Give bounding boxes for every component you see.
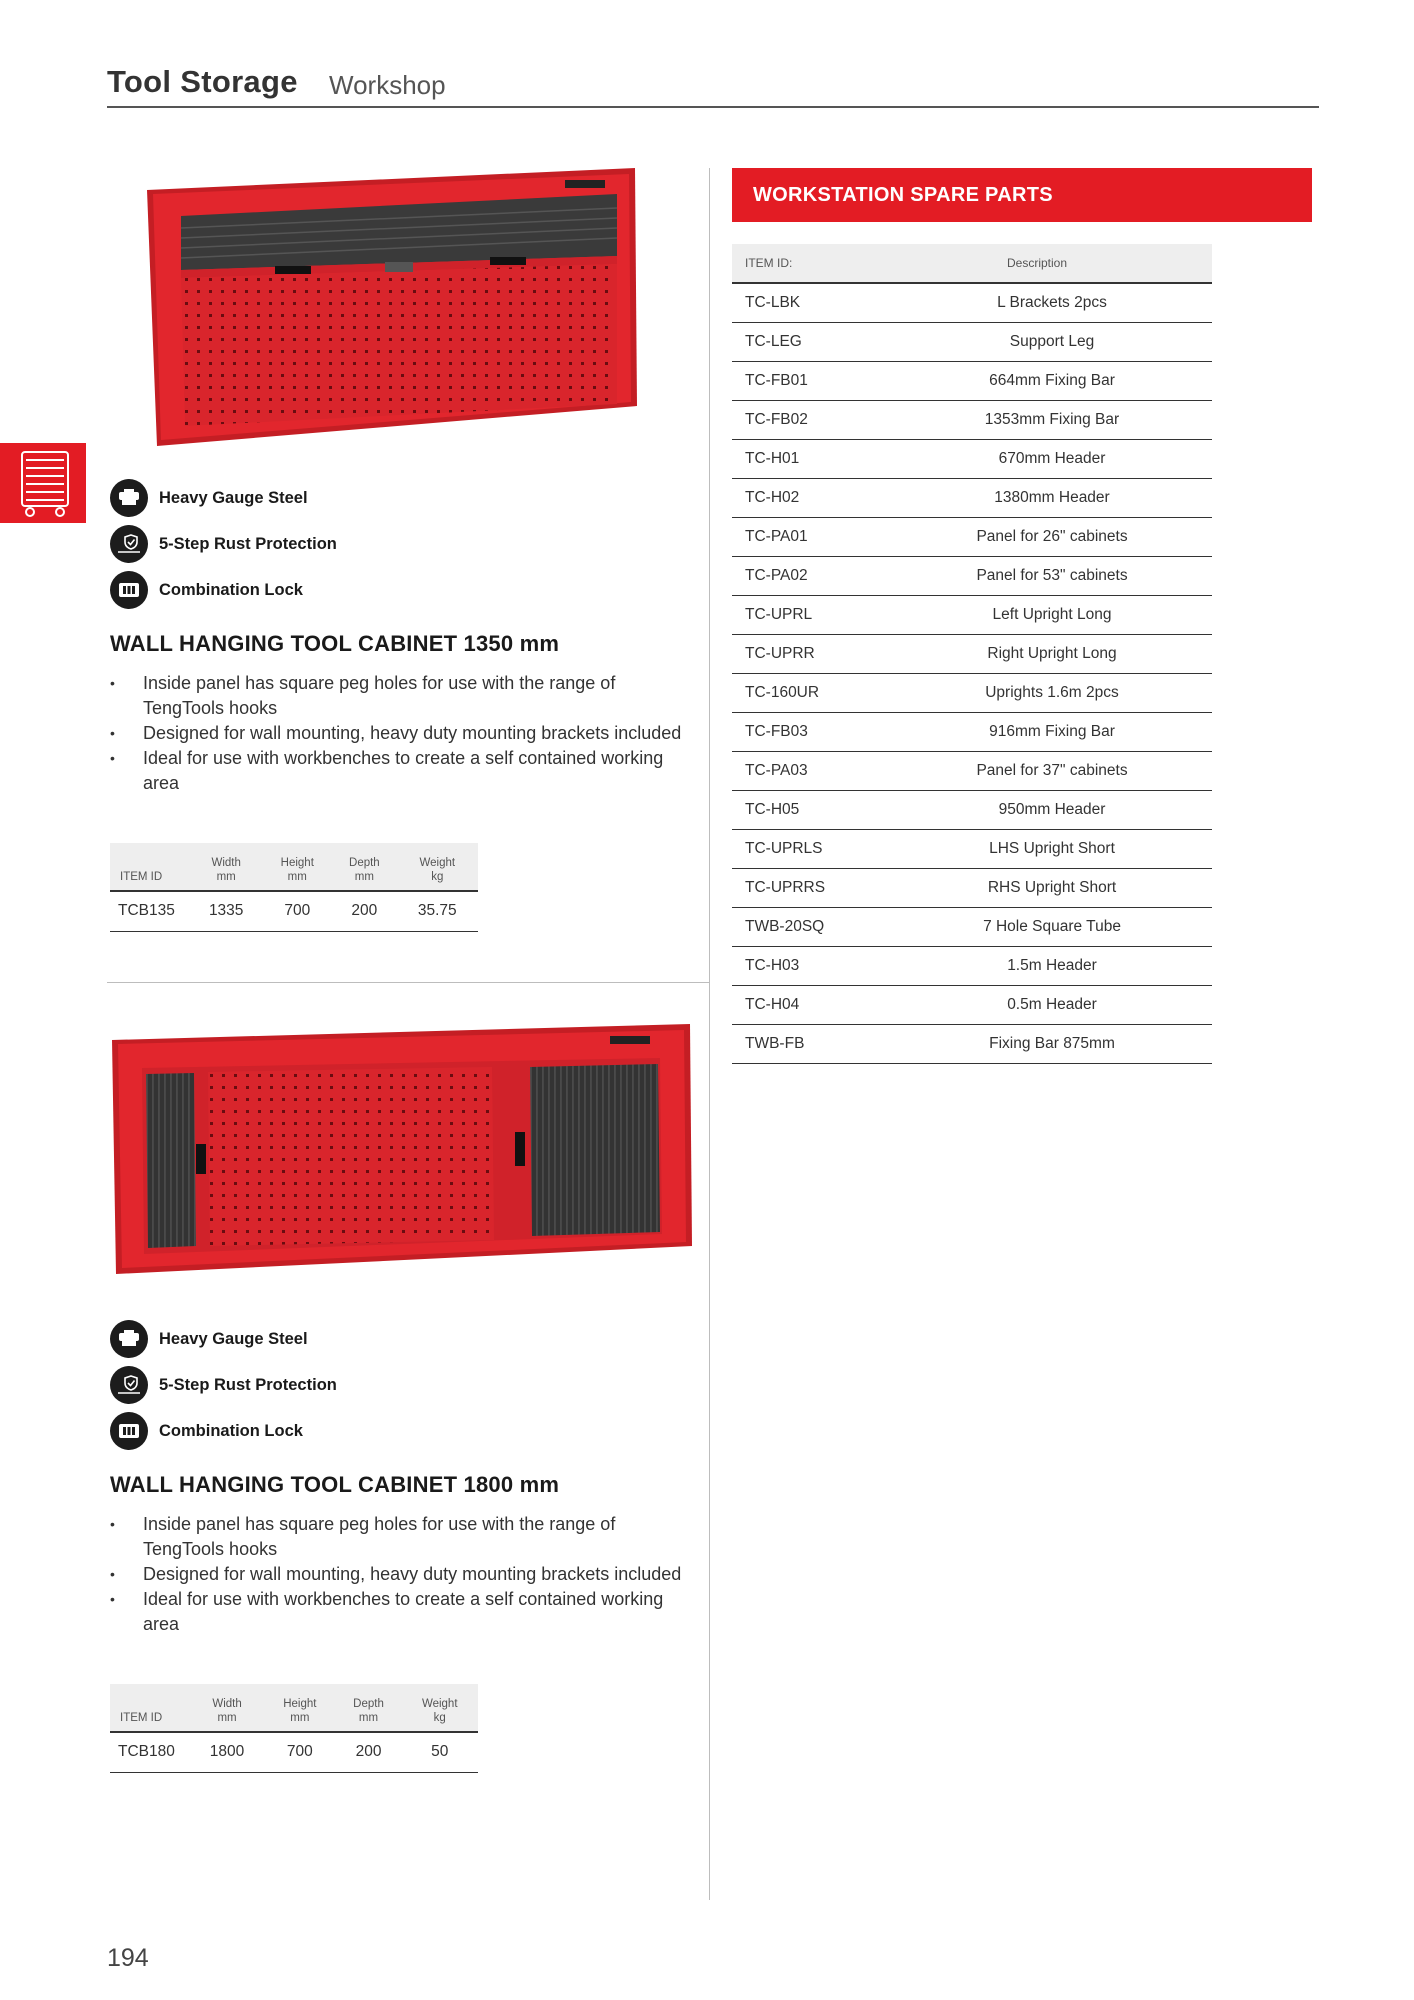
cabinet-1800-image xyxy=(110,1022,694,1276)
table-row xyxy=(732,400,1212,439)
spare-part-id: TC-UPRRS xyxy=(732,868,892,907)
feature-label: Heavy Gauge Steel xyxy=(159,488,308,507)
spec-weight: 35.75 xyxy=(397,891,478,931)
spare-part-description: Support Leg xyxy=(892,322,1212,361)
spec-header-label: Depth xyxy=(353,1697,384,1710)
spec-header-depth xyxy=(336,1684,402,1732)
spec-width: 1335 xyxy=(190,891,262,931)
spec-weight: 50 xyxy=(401,1732,478,1772)
spec-header-unit: mm xyxy=(216,870,236,883)
table-row xyxy=(732,907,1212,946)
bullet-item: • Designed for wall mounting, heavy duty mounting brackets included xyxy=(110,1562,690,1587)
spare-part-description: 7 Hole Square Tube xyxy=(892,907,1212,946)
spare-part-id: TC-H05 xyxy=(732,790,892,829)
table-row xyxy=(732,673,1212,712)
spec-header-depth xyxy=(332,843,396,891)
spec-depth: 200 xyxy=(336,1732,402,1772)
table-row xyxy=(732,829,1212,868)
spec-header-width xyxy=(190,1684,264,1732)
table-row xyxy=(732,1024,1212,1063)
feature-item xyxy=(110,1408,470,1454)
bullet-item: • Inside panel has square peg holes for use with the range of TengTools hooks xyxy=(110,1512,690,1562)
feature-item xyxy=(110,567,470,613)
product-2-features xyxy=(110,1316,470,1454)
table-row xyxy=(110,891,478,931)
spec-header-label: Width xyxy=(212,1697,242,1710)
feature-label: 5-Step Rust Protection xyxy=(159,534,337,553)
spec-header-width xyxy=(190,843,262,891)
product-1-bullets xyxy=(110,671,690,796)
spare-parts-rows xyxy=(732,283,1212,1063)
spare-part-description: L Brackets 2pcs xyxy=(892,283,1212,322)
spare-part-id: TC-FB01 xyxy=(732,361,892,400)
spare-part-id: TC-PA02 xyxy=(732,556,892,595)
spare-part-id: TC-PA03 xyxy=(732,751,892,790)
spare-parts-title: WORKSTATION SPARE PARTS xyxy=(732,168,1312,222)
feature-item xyxy=(110,1362,470,1408)
spare-part-id: TC-FB03 xyxy=(732,712,892,751)
product-divider xyxy=(107,982,709,983)
spec-header-item-id: ITEM ID xyxy=(110,843,190,891)
spare-part-description: Fixing Bar 875mm xyxy=(892,1024,1212,1063)
spec-header-label: Width xyxy=(211,856,241,869)
spare-part-id: TC-UPRR xyxy=(732,634,892,673)
spare-part-description: Panel for 26" cabinets xyxy=(892,517,1212,556)
table-row xyxy=(732,868,1212,907)
spare-part-id: TC-PA01 xyxy=(732,517,892,556)
table-row xyxy=(732,283,1212,322)
heavy-gauge-steel-icon xyxy=(110,1320,148,1358)
spec-header-unit: kg xyxy=(433,1711,446,1724)
spec-height: 700 xyxy=(264,1732,335,1772)
spare-part-id: TC-H03 xyxy=(732,946,892,985)
spare-part-description: RHS Upright Short xyxy=(892,868,1212,907)
table-row xyxy=(732,478,1212,517)
spec-header-label: Height xyxy=(280,856,314,869)
spare-part-id: TC-H01 xyxy=(732,439,892,478)
feature-label: 5-Step Rust Protection xyxy=(159,1375,337,1394)
heavy-gauge-steel-icon xyxy=(110,479,148,517)
spare-part-description: Left Upright Long xyxy=(892,595,1212,634)
product-2-title: WALL HANGING TOOL CABINET 1800 mm xyxy=(110,1472,560,1497)
spare-part-description: 664mm Fixing Bar xyxy=(892,361,1212,400)
table-row xyxy=(732,517,1212,556)
spare-part-id: TC-H04 xyxy=(732,985,892,1024)
spec-header-label: Weight xyxy=(419,856,456,869)
section-title: Tool Storage xyxy=(107,64,298,99)
spare-part-description: 916mm Fixing Bar xyxy=(892,712,1212,751)
spec-header-weight xyxy=(397,843,478,891)
spare-part-id: TWB-FB xyxy=(732,1024,892,1063)
feature-item xyxy=(110,475,470,521)
table-row xyxy=(732,634,1212,673)
spare-part-id: TC-UPRLS xyxy=(732,829,892,868)
feature-label: Combination Lock xyxy=(159,1421,303,1440)
spec-height: 700 xyxy=(262,891,332,931)
spare-part-description: 1380mm Header xyxy=(892,478,1212,517)
spare-part-description: Panel for 37" cabinets xyxy=(892,751,1212,790)
rust-protection-icon xyxy=(110,1366,148,1404)
cabinet-1350-image xyxy=(145,166,641,450)
product-1-title: WALL HANGING TOOL CABINET 1350 mm xyxy=(110,631,560,656)
spare-part-id: TC-160UR xyxy=(732,673,892,712)
spare-part-id: TC-LBK xyxy=(732,283,892,322)
spec-width: 1800 xyxy=(190,1732,264,1772)
product-2-spec-table xyxy=(110,1684,478,1773)
page-header xyxy=(107,62,1319,108)
spare-header-item-id: ITEM ID: xyxy=(732,244,892,283)
combination-lock-icon xyxy=(110,571,148,609)
spare-part-description: 1353mm Fixing Bar xyxy=(892,400,1212,439)
table-row xyxy=(732,322,1212,361)
spec-header-label: Depth xyxy=(349,856,380,869)
tool-chest-icon xyxy=(20,449,70,519)
feature-label: Heavy Gauge Steel xyxy=(159,1329,308,1348)
spec-header-weight xyxy=(401,1684,478,1732)
bullet-item: • Inside panel has square peg holes for use with the range of TengTools hooks xyxy=(110,671,690,721)
spare-part-description: 670mm Header xyxy=(892,439,1212,478)
table-row xyxy=(732,946,1212,985)
spare-part-id: TC-UPRL xyxy=(732,595,892,634)
spec-header-unit: mm xyxy=(290,1711,310,1724)
spec-header-label: Weight xyxy=(421,1697,458,1710)
table-row xyxy=(732,751,1212,790)
spare-part-id: TC-LEG xyxy=(732,322,892,361)
spec-header-unit: mm xyxy=(358,1711,379,1724)
spec-header-label: Height xyxy=(283,1697,317,1710)
table-row xyxy=(732,595,1212,634)
spare-part-description: 0.5m Header xyxy=(892,985,1212,1024)
spare-part-id: TWB-20SQ xyxy=(732,907,892,946)
feature-item xyxy=(110,521,470,567)
spec-header-unit: mm xyxy=(287,870,307,883)
bullet-item: • Designed for wall mounting, heavy duty mounting brackets included xyxy=(110,721,690,746)
spec-header-height xyxy=(264,1684,335,1732)
chapter-tab xyxy=(0,443,86,523)
spec-header-unit: mm xyxy=(217,1711,237,1724)
combination-lock-icon xyxy=(110,1412,148,1450)
spec-header-item-id: ITEM ID xyxy=(110,1684,190,1732)
product-1-spec-table xyxy=(110,843,478,932)
table-row xyxy=(732,985,1212,1024)
spare-part-description: Uprights 1.6m 2pcs xyxy=(892,673,1212,712)
spec-depth: 200 xyxy=(332,891,396,931)
table-row xyxy=(732,439,1212,478)
spare-part-description: LHS Upright Short xyxy=(892,829,1212,868)
bullet-item: • Ideal for use with workbenches to create a self contained working area xyxy=(110,746,690,796)
spec-header-height xyxy=(262,843,332,891)
product-2-bullets xyxy=(110,1512,690,1637)
spare-part-description: 950mm Header xyxy=(892,790,1212,829)
page-number: 194 xyxy=(107,1944,149,1972)
spec-header-unit: mm xyxy=(354,870,374,883)
rust-protection-icon xyxy=(110,525,148,563)
bullet-item: • Ideal for use with workbenches to create a self contained working area xyxy=(110,1587,690,1637)
spare-part-description: Panel for 53" cabinets xyxy=(892,556,1212,595)
spare-part-id: TC-H02 xyxy=(732,478,892,517)
table-row xyxy=(732,712,1212,751)
spare-part-id: TC-FB02 xyxy=(732,400,892,439)
table-row xyxy=(732,556,1212,595)
column-divider xyxy=(709,168,710,1900)
spare-header-description: Description xyxy=(892,244,1212,283)
spec-item-id: TCB135 xyxy=(110,891,190,931)
table-row xyxy=(110,1732,478,1772)
spare-part-description: Right Upright Long xyxy=(892,634,1212,673)
spec-item-id: TCB180 xyxy=(110,1732,190,1772)
section-subtitle: Workshop xyxy=(329,70,446,100)
spec-header-unit: kg xyxy=(431,870,444,883)
feature-item xyxy=(110,1316,470,1362)
spare-parts-table xyxy=(732,244,1212,1064)
table-row xyxy=(732,361,1212,400)
spare-part-description: 1.5m Header xyxy=(892,946,1212,985)
feature-label: Combination Lock xyxy=(159,580,303,599)
product-1-features xyxy=(110,475,470,613)
table-row xyxy=(732,790,1212,829)
